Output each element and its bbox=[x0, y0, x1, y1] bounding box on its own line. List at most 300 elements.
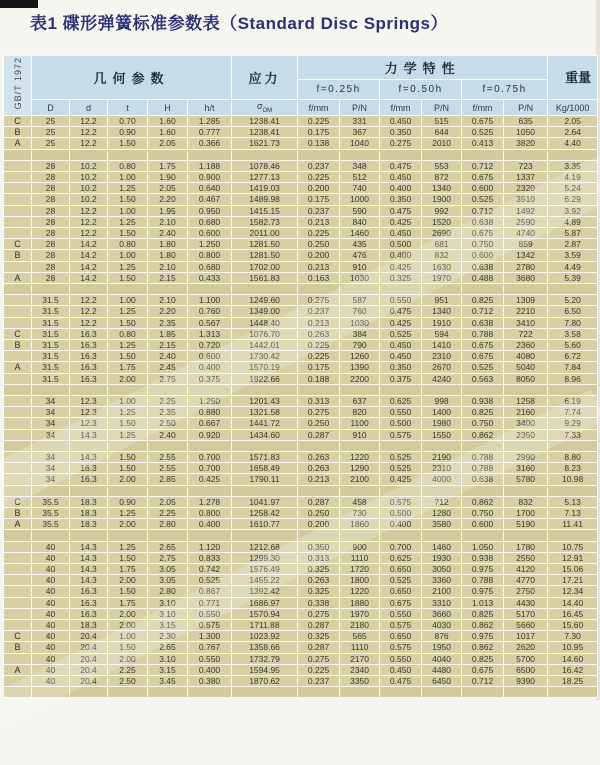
data-cell: 1.50 bbox=[108, 228, 148, 239]
data-cell: 0.366 bbox=[188, 138, 232, 149]
data-cell: 1110 bbox=[340, 552, 380, 563]
data-cell: 1.90 bbox=[148, 172, 188, 183]
data-cell: 1.75 bbox=[108, 597, 148, 608]
data-cell: 14.3 bbox=[70, 564, 108, 575]
data-cell: 2.00 bbox=[108, 620, 148, 631]
data-cell: 1041.97 bbox=[232, 496, 298, 507]
series-label-cell bbox=[4, 452, 32, 463]
table-row bbox=[4, 575, 598, 586]
table-row bbox=[4, 261, 598, 272]
data-cell: 1800 bbox=[340, 575, 380, 586]
data-cell: 1.00 bbox=[108, 631, 148, 642]
data-cell: 1870.62 bbox=[232, 676, 298, 687]
data-cell: 0.900 bbox=[188, 172, 232, 183]
data-cell: 16.3 bbox=[70, 463, 108, 474]
data-cell: 1702.00 bbox=[232, 261, 298, 272]
data-cell: 0.700 bbox=[188, 463, 232, 474]
data-cell: 28 bbox=[32, 272, 70, 283]
data-cell: 1212.68 bbox=[232, 541, 298, 552]
data-cell: 2.00 bbox=[108, 575, 148, 586]
data-cell: 14.40 bbox=[548, 597, 598, 608]
scan-corner-mark bbox=[0, 0, 38, 8]
data-cell: 40 bbox=[32, 664, 70, 675]
data-cell: 331 bbox=[340, 116, 380, 127]
data-cell: 18.25 bbox=[548, 676, 598, 687]
data-cell: 0.275 bbox=[380, 138, 422, 149]
data-cell bbox=[298, 440, 340, 451]
data-cell: 1.00 bbox=[108, 172, 148, 183]
data-cell: 0.450 bbox=[380, 228, 422, 239]
data-cell: 2.00 bbox=[108, 608, 148, 619]
data-cell: 1340 bbox=[422, 306, 462, 317]
series-label-cell: C bbox=[4, 239, 32, 250]
data-cell: 40 bbox=[32, 631, 70, 642]
data-cell: 1732.79 bbox=[232, 653, 298, 664]
data-cell: 0.938 bbox=[462, 396, 504, 407]
data-cell bbox=[298, 485, 340, 496]
data-cell bbox=[188, 687, 232, 698]
data-cell: 0.70 bbox=[108, 116, 148, 127]
data-cell bbox=[462, 149, 504, 160]
data-cell: 6.29 bbox=[548, 194, 598, 205]
data-cell: 1.95 bbox=[148, 205, 188, 216]
data-cell: 0.275 bbox=[298, 653, 340, 664]
data-cell: 5040 bbox=[504, 362, 548, 373]
series-label-cell bbox=[4, 463, 32, 474]
data-cell bbox=[462, 284, 504, 295]
data-cell: 0.938 bbox=[462, 552, 504, 563]
data-cell: 1.285 bbox=[188, 116, 232, 127]
group-header-geometry: 几何参数 bbox=[32, 56, 232, 100]
data-cell: 0.712 bbox=[462, 205, 504, 216]
data-cell: 0.700 bbox=[188, 452, 232, 463]
data-cell: 910 bbox=[340, 429, 380, 440]
table-row bbox=[4, 138, 598, 149]
data-cell bbox=[548, 440, 598, 451]
data-cell: 712 bbox=[422, 496, 462, 507]
data-cell: 2750 bbox=[504, 586, 548, 597]
data-cell: 1.120 bbox=[188, 541, 232, 552]
series-label-cell bbox=[4, 564, 32, 575]
data-cell: 0.350 bbox=[380, 127, 422, 138]
data-cell: 2.15 bbox=[148, 272, 188, 283]
data-cell: 1201.43 bbox=[232, 396, 298, 407]
data-cell: 2190 bbox=[422, 452, 462, 463]
data-cell bbox=[108, 687, 148, 698]
data-cell: 2.55 bbox=[148, 452, 188, 463]
spacer-row bbox=[4, 284, 598, 295]
data-cell: 1.50 bbox=[108, 642, 148, 653]
data-cell: 1630 bbox=[422, 261, 462, 272]
data-cell: 1076.70 bbox=[232, 328, 298, 339]
data-cell: 1.00 bbox=[108, 250, 148, 261]
data-cell: 35.5 bbox=[32, 496, 70, 507]
data-cell: 1910 bbox=[422, 317, 462, 328]
data-cell: 12.2 bbox=[70, 295, 108, 306]
table-row bbox=[4, 272, 598, 283]
data-cell bbox=[380, 485, 422, 496]
data-cell: 8.23 bbox=[548, 463, 598, 474]
data-cell: 25 bbox=[32, 116, 70, 127]
data-cell: 5190 bbox=[504, 519, 548, 530]
col-header-weight-unit: Kg/1000 bbox=[548, 100, 598, 116]
series-label-cell: C bbox=[4, 496, 32, 507]
data-cell: 1455.22 bbox=[232, 575, 298, 586]
data-cell bbox=[340, 149, 380, 160]
data-cell: 0.450 bbox=[380, 116, 422, 127]
data-cell: 0.712 bbox=[462, 160, 504, 171]
data-cell: 1415.15 bbox=[232, 205, 298, 216]
data-cell: 1930 bbox=[422, 552, 462, 563]
data-cell: 0.413 bbox=[462, 138, 504, 149]
data-cell: 1860 bbox=[340, 519, 380, 530]
series-label-cell bbox=[4, 653, 32, 664]
data-cell bbox=[108, 149, 148, 160]
data-cell: 2.75 bbox=[148, 373, 188, 384]
data-cell: 2.40 bbox=[148, 429, 188, 440]
data-cell: 1100 bbox=[340, 418, 380, 429]
data-cell: 5170 bbox=[504, 608, 548, 619]
data-cell bbox=[108, 440, 148, 451]
data-cell: 0.550 bbox=[380, 608, 422, 619]
data-cell bbox=[298, 687, 340, 698]
data-cell: 512 bbox=[340, 172, 380, 183]
data-cell: 1349.00 bbox=[232, 306, 298, 317]
data-cell: 18.3 bbox=[70, 496, 108, 507]
data-cell bbox=[188, 149, 232, 160]
data-cell: 12.34 bbox=[548, 586, 598, 597]
data-cell: 5780 bbox=[504, 474, 548, 485]
data-cell: 0.600 bbox=[462, 519, 504, 530]
table-row bbox=[4, 317, 598, 328]
data-cell: 1.25 bbox=[108, 541, 148, 552]
data-cell: 2350 bbox=[504, 429, 548, 440]
data-cell: 15.06 bbox=[548, 564, 598, 575]
data-cell: 0.600 bbox=[188, 228, 232, 239]
data-cell: 435 bbox=[340, 239, 380, 250]
data-cell: 40 bbox=[32, 575, 70, 586]
data-cell: 28 bbox=[32, 228, 70, 239]
data-cell: 31.5 bbox=[32, 340, 70, 351]
data-cell: 515 bbox=[422, 116, 462, 127]
data-cell: 12.2 bbox=[70, 205, 108, 216]
data-cell: 10.2 bbox=[70, 194, 108, 205]
data-cell: 1582.73 bbox=[232, 216, 298, 227]
data-cell: 12.2 bbox=[70, 216, 108, 227]
data-cell: 2.00 bbox=[108, 519, 148, 530]
data-cell: 1.25 bbox=[108, 407, 148, 418]
data-cell: 0.675 bbox=[462, 172, 504, 183]
data-cell bbox=[232, 149, 298, 160]
data-cell bbox=[188, 530, 232, 541]
data-cell: 2310 bbox=[422, 351, 462, 362]
data-cell: 28 bbox=[32, 216, 70, 227]
series-label-cell bbox=[4, 429, 32, 440]
table-row bbox=[4, 351, 598, 362]
data-cell: 0.600 bbox=[462, 250, 504, 261]
data-cell: 2.35 bbox=[148, 407, 188, 418]
data-cell: 0.213 bbox=[298, 216, 340, 227]
data-cell bbox=[380, 284, 422, 295]
data-cell: 0.400 bbox=[380, 250, 422, 261]
data-cell: 34 bbox=[32, 429, 70, 440]
data-cell: 0.750 bbox=[462, 418, 504, 429]
data-cell bbox=[504, 384, 548, 395]
data-cell: 28 bbox=[32, 239, 70, 250]
data-cell bbox=[422, 384, 462, 395]
data-cell: 1410 bbox=[422, 340, 462, 351]
data-cell: 0.380 bbox=[188, 676, 232, 687]
data-cell: 1.80 bbox=[148, 250, 188, 261]
data-cell: 1576.49 bbox=[232, 564, 298, 575]
data-cell: 1.00 bbox=[108, 396, 148, 407]
data-cell bbox=[108, 284, 148, 295]
data-cell: 1.25 bbox=[108, 216, 148, 227]
series-label-cell bbox=[4, 172, 32, 183]
data-cell: 0.175 bbox=[298, 127, 340, 138]
data-cell: 0.188 bbox=[298, 373, 340, 384]
data-cell bbox=[504, 440, 548, 451]
data-cell: 2340 bbox=[340, 664, 380, 675]
data-cell bbox=[422, 530, 462, 541]
data-cell: 1.00 bbox=[108, 295, 148, 306]
data-cell bbox=[340, 440, 380, 451]
data-cell: 12.2 bbox=[70, 138, 108, 149]
data-cell: 2.80 bbox=[148, 519, 188, 530]
table-row bbox=[4, 228, 598, 239]
col-header-sigma: $\sigma_{OM}$ bbox=[232, 100, 298, 116]
data-cell: 0.675 bbox=[462, 340, 504, 351]
series-label-cell: C bbox=[4, 328, 32, 339]
data-cell bbox=[148, 384, 188, 395]
data-cell bbox=[188, 485, 232, 496]
spacer-row bbox=[4, 440, 598, 451]
data-cell: 0.788 bbox=[462, 575, 504, 586]
data-cell: 14.2 bbox=[70, 239, 108, 250]
data-cell: 0.200 bbox=[298, 183, 340, 194]
data-cell: 18.3 bbox=[70, 620, 108, 631]
series-label-cell bbox=[4, 586, 32, 597]
series-label-cell: C bbox=[4, 631, 32, 642]
data-cell bbox=[380, 440, 422, 451]
data-cell: 3310 bbox=[422, 597, 462, 608]
data-cell: 0.138 bbox=[298, 138, 340, 149]
table-row bbox=[4, 418, 598, 429]
data-cell: 1711.88 bbox=[232, 620, 298, 631]
data-cell: 0.920 bbox=[188, 429, 232, 440]
data-cell: 40 bbox=[32, 620, 70, 631]
data-cell: 0.80 bbox=[108, 160, 148, 171]
data-cell: 1880 bbox=[340, 597, 380, 608]
data-cell: 0.640 bbox=[188, 183, 232, 194]
data-cell: 3.05 bbox=[148, 575, 188, 586]
data-cell bbox=[462, 440, 504, 451]
data-cell: 740 bbox=[340, 183, 380, 194]
data-cell: 2.35 bbox=[148, 317, 188, 328]
data-cell: 3660 bbox=[422, 608, 462, 619]
data-cell: 40 bbox=[32, 597, 70, 608]
data-cell: 28 bbox=[32, 160, 70, 171]
data-cell bbox=[148, 530, 188, 541]
data-cell: 1238.41 bbox=[232, 127, 298, 138]
data-cell: 16.3 bbox=[70, 474, 108, 485]
data-cell: 1720 bbox=[340, 564, 380, 575]
data-cell: 0.825 bbox=[462, 295, 504, 306]
data-cell: 0.375 bbox=[188, 373, 232, 384]
data-cell bbox=[148, 485, 188, 496]
data-cell: 0.767 bbox=[188, 642, 232, 653]
data-cell: 14.3 bbox=[70, 452, 108, 463]
data-cell: 4240 bbox=[422, 373, 462, 384]
data-cell: 0.525 bbox=[188, 575, 232, 586]
data-cell: 2.10 bbox=[148, 216, 188, 227]
data-cell: 14.2 bbox=[70, 272, 108, 283]
data-cell: 8.96 bbox=[548, 373, 598, 384]
data-cell: 2011.00 bbox=[232, 228, 298, 239]
data-cell: 0.263 bbox=[298, 328, 340, 339]
data-cell: 2200 bbox=[340, 373, 380, 384]
spacer-row bbox=[4, 687, 598, 698]
data-cell: 0.550 bbox=[380, 407, 422, 418]
deflection-header-050: f=0.50h bbox=[380, 80, 462, 100]
data-cell bbox=[32, 149, 70, 160]
data-cell: 1390 bbox=[340, 362, 380, 373]
data-cell: 2.50 bbox=[108, 676, 148, 687]
data-cell: 2.65 bbox=[148, 642, 188, 653]
data-cell: 35.5 bbox=[32, 519, 70, 530]
data-cell: 16.3 bbox=[70, 351, 108, 362]
table-row bbox=[4, 664, 598, 675]
data-cell: 0.525 bbox=[380, 328, 422, 339]
series-label-cell: B bbox=[4, 508, 32, 519]
data-cell: 1621.73 bbox=[232, 138, 298, 149]
data-cell: 1030 bbox=[340, 317, 380, 328]
table-row bbox=[4, 552, 598, 563]
data-cell: 0.600 bbox=[188, 351, 232, 362]
col-header-f025-pn: P/N bbox=[340, 100, 380, 116]
spacer-row bbox=[4, 485, 598, 496]
series-label-cell bbox=[4, 440, 32, 451]
data-cell: 4.40 bbox=[548, 138, 598, 149]
data-cell: 1340 bbox=[422, 183, 462, 194]
data-cell: 0.467 bbox=[188, 194, 232, 205]
data-cell: 2320 bbox=[504, 183, 548, 194]
data-cell: 367 bbox=[340, 127, 380, 138]
data-cell bbox=[232, 687, 298, 698]
data-cell: 40 bbox=[32, 676, 70, 687]
data-cell: 0.675 bbox=[462, 664, 504, 675]
table-row bbox=[4, 396, 598, 407]
data-cell: 14.3 bbox=[70, 552, 108, 563]
table-row bbox=[4, 676, 598, 687]
data-cell: 0.600 bbox=[462, 183, 504, 194]
data-cell: 0.275 bbox=[298, 608, 340, 619]
data-cell: 14.3 bbox=[70, 429, 108, 440]
data-cell: 722 bbox=[504, 328, 548, 339]
data-cell: 0.867 bbox=[188, 586, 232, 597]
data-cell: 5.24 bbox=[548, 183, 598, 194]
data-cell: 4000 bbox=[422, 474, 462, 485]
data-cell: 0.500 bbox=[380, 239, 422, 250]
data-cell: 594 bbox=[422, 328, 462, 339]
data-cell: 1.75 bbox=[108, 564, 148, 575]
data-cell: 635 bbox=[504, 116, 548, 127]
data-cell: 2.40 bbox=[148, 351, 188, 362]
data-cell: 0.650 bbox=[380, 586, 422, 597]
data-cell: 16.3 bbox=[70, 586, 108, 597]
data-cell: 0.700 bbox=[380, 541, 422, 552]
data-cell: 3360 bbox=[422, 575, 462, 586]
table-row bbox=[4, 172, 598, 183]
data-cell: 14.3 bbox=[70, 575, 108, 586]
series-label-cell bbox=[4, 205, 32, 216]
data-cell bbox=[504, 485, 548, 496]
data-cell: 2100 bbox=[340, 474, 380, 485]
data-cell: 5700 bbox=[504, 653, 548, 664]
data-cell: 0.450 bbox=[380, 340, 422, 351]
data-cell bbox=[340, 687, 380, 698]
series-label-cell bbox=[4, 597, 32, 608]
data-cell: 0.90 bbox=[108, 496, 148, 507]
data-cell: 0.263 bbox=[298, 452, 340, 463]
data-cell: 31.5 bbox=[32, 317, 70, 328]
data-cell: 4.49 bbox=[548, 261, 598, 272]
data-cell: 0.325 bbox=[298, 631, 340, 642]
data-cell: 17.21 bbox=[548, 575, 598, 586]
data-cell bbox=[232, 384, 298, 395]
data-cell: 565 bbox=[340, 631, 380, 642]
data-cell: 0.650 bbox=[380, 564, 422, 575]
data-cell: 10.98 bbox=[548, 474, 598, 485]
data-cell: 1.25 bbox=[108, 261, 148, 272]
data-cell: 31.5 bbox=[32, 328, 70, 339]
data-cell: 2100 bbox=[422, 586, 462, 597]
data-cell: 3050 bbox=[422, 564, 462, 575]
data-cell: 1561.83 bbox=[232, 272, 298, 283]
series-label-cell bbox=[4, 687, 32, 698]
data-cell: 0.525 bbox=[380, 463, 422, 474]
data-cell: 1492 bbox=[504, 205, 548, 216]
data-cell: 3.15 bbox=[148, 664, 188, 675]
data-cell: 34 bbox=[32, 396, 70, 407]
data-cell: 7.74 bbox=[548, 407, 598, 418]
data-cell bbox=[422, 440, 462, 451]
data-cell: 0.638 bbox=[462, 317, 504, 328]
data-cell: 0.825 bbox=[462, 608, 504, 619]
data-cell: 0.275 bbox=[298, 295, 340, 306]
data-cell: 3.59 bbox=[548, 250, 598, 261]
data-cell: 2.00 bbox=[108, 474, 148, 485]
table-row bbox=[4, 631, 598, 642]
data-cell: 2360 bbox=[504, 340, 548, 351]
data-cell: 15.60 bbox=[548, 620, 598, 631]
data-cell bbox=[548, 530, 598, 541]
data-cell: 1040 bbox=[340, 138, 380, 149]
data-cell: 2.55 bbox=[148, 463, 188, 474]
data-cell bbox=[232, 485, 298, 496]
data-cell: 1.50 bbox=[108, 194, 148, 205]
data-cell: 2.20 bbox=[148, 194, 188, 205]
data-cell: 992 bbox=[422, 205, 462, 216]
data-cell: 1460 bbox=[340, 228, 380, 239]
data-cell: 0.350 bbox=[380, 194, 422, 205]
data-cell: 1730.42 bbox=[232, 351, 298, 362]
data-cell: 10.2 bbox=[70, 160, 108, 171]
data-cell: 910 bbox=[340, 261, 380, 272]
data-cell: 1.25 bbox=[108, 306, 148, 317]
data-cell: 0.720 bbox=[188, 340, 232, 351]
data-cell: 1.50 bbox=[108, 351, 148, 362]
